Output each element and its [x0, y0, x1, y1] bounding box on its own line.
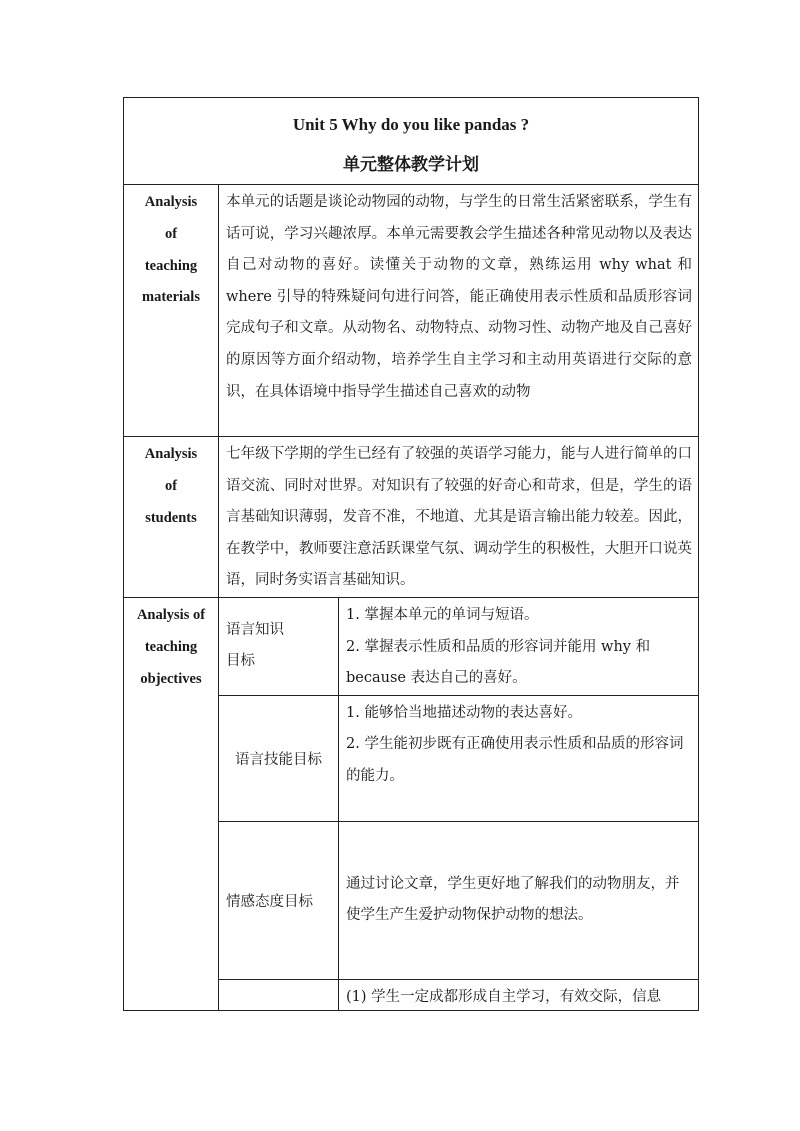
label-line: students [145, 509, 197, 526]
skills-item: 2. 学生能初步既有正确使用表示性质和品质的形容词的能力。 [346, 736, 684, 784]
emotion-text: 通过讨论文章，学生更好地了解我们的动物朋友，并使学生产生爱护动物保护动物的想法。 [339, 821, 699, 979]
label-line: objectives [140, 670, 202, 687]
strategy-text [339, 979, 699, 1010]
label-line: of [164, 225, 178, 242]
plan-title: 单元整体教学计划 [343, 155, 480, 175]
label-line: Analysis [144, 194, 198, 210]
label-line: Analysis of [136, 606, 206, 623]
strategy-label [219, 979, 339, 1010]
students-text: 七年级下学期的学生已经有了较强的英语学习能力，能与人进行简单的口语交流、同时对世界。对知识有了较强的好奇心和苛求，但是，学生的语言基础知识薄弱，发音不准，不地道、尤其是语言输出能力较差。因此，在教学中，教师要注意活跃课堂气氛、调动学生的积极性，大胆开口说英语，同时务实语言基础知识。 [219, 437, 699, 598]
label-line: materials [142, 289, 200, 306]
students-label [124, 437, 219, 598]
objectives-label [124, 597, 219, 1010]
label-line: 目标 [226, 653, 255, 670]
label-line: teaching [144, 638, 198, 655]
skills-item: 1. 能够恰当地描述动物的表达喜好。 [346, 704, 582, 721]
knowledge-label [219, 597, 339, 695]
label-line: teaching [144, 257, 198, 274]
skills-label: 语言技能目标 [219, 695, 339, 821]
materials-row [124, 185, 699, 437]
knowledge-item: 1. 掌握本单元的单词与短语。 [346, 606, 539, 623]
title-cell [124, 98, 699, 185]
materials-text: 本单元的话题是谈论动物园的动物，与学生的日常生活紧密联系，学生有话可说，学习兴趣浓厚。本单元需要教会学生描述各种常见动物以及表达自己对动物的喜好。读懂关于动物的文章，熟练运用 why what 和 where 引导的特殊疑问句进行问答，能正确使用表示性质和品质形容词完成句子和文章。从动物名、动物特点、动物习性、动物产地及自己喜好的原因等方面介绍动物，培养学生自主学习和主动用英语进行交际的意识，在具体语境中指导学生描述自己喜欢的动物 [219, 185, 699, 437]
objectives-knowledge-row [124, 597, 699, 695]
teaching-plan-table [123, 97, 699, 1011]
students-row [124, 437, 699, 598]
knowledge-text [339, 597, 699, 695]
materials-label [124, 185, 219, 437]
skills-text [339, 695, 699, 821]
unit-title: Unit 5 Why do you like pandas ? [292, 115, 530, 134]
title-row [124, 98, 699, 185]
emotion-label: 情感态度目标 [219, 821, 339, 979]
label-line: 语言知识 [226, 622, 284, 639]
strategy-line: (1) 学生一定成都形成自主学习，有效交际，信息 [346, 988, 662, 1005]
label-line: of [164, 477, 178, 494]
knowledge-item: 2. 掌握表示性质和品质的形容词并能用 why 和 because 表达自己的喜好。 [346, 638, 651, 687]
label-line: Analysis [144, 446, 198, 462]
